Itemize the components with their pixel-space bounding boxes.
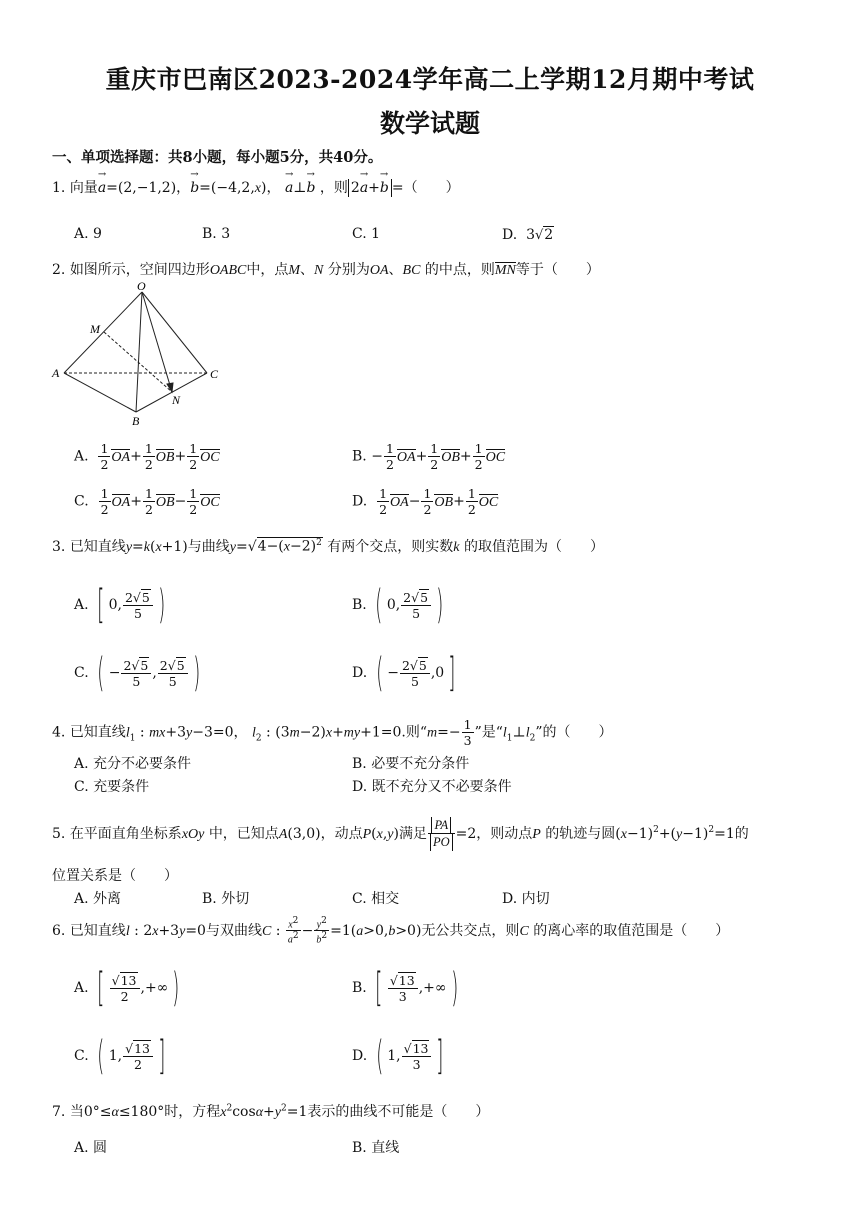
q2-option-a: A. $\frac{1}{2}$ OA+ $\frac{1}{2}$ OB+ $\frac{1}{2}$ OC xyxy=(74,441,220,472)
label-n: N xyxy=(172,393,181,407)
q6-option-c: C. ( 1, $\frac{√13}{2}$ ] xyxy=(74,1033,166,1079)
question-3: 3. 已知直线y=k(x+1)与曲线$y=√4-(x-2)^2$ 有两个交点，则实数k 的取值范围为（ ） xyxy=(52,538,604,555)
q5-option-b: B. 外切 xyxy=(202,891,250,907)
question-7: 7. 当0°≤α≤180°时，方程$x^2\cos\alpha+y^2=1$表示的曲线不可能是（ ） xyxy=(52,1103,490,1120)
q4-option-c: C. 充要条件 xyxy=(74,779,150,795)
q2-option-c: C. $\frac{1}{2}$ OA+ $\frac{1}{2}$ OB− $\frac{1}{2}$ OC xyxy=(74,486,220,517)
label-a: A xyxy=(52,366,60,380)
q5-option-a: A. 外离 xyxy=(74,891,122,907)
q6-option-b: B. [ $\frac{√13}{3}$ ,+∞ ) xyxy=(352,965,458,1011)
q3-option-d: D. ( − $\frac{2√5}{5}$ ,0 ] xyxy=(352,650,456,696)
question-5: 5. 在平面直角坐标系xOy 中，已知点A(3,0)，动点P(x,y)满足 $\frac{PA}{PO}$ =2，则动点P 的轨迹与圆$(x-1)^2+(y-1)^2=1$的 xyxy=(52,818,749,850)
exam-title: 重庆市巴南区2023-2024学年高二上学期12月期中考试 xyxy=(105,65,755,94)
label-b: B xyxy=(132,414,140,428)
q3-option-a: A. [ 0, $\frac{2√5}{5}$ ) xyxy=(74,582,166,628)
q1-option-c: C. 1 xyxy=(352,226,381,242)
section-heading: 一、单项选择题：共8小题，每小题5分，共40分。 xyxy=(52,149,383,166)
question-6: 6. 已知直线l : 2x+3y=0与双曲线C : $\frac{x^2}{a^2}$ − $\frac{y^2}{b^2}$ =1(a>0,b>0)无公共交点，则C 的离心率的取值范围是（ ） xyxy=(52,916,730,946)
q2-option-d: D. $\frac{1}{2}$ OA− $\frac{1}{2}$ OB+ $\frac{1}{2}$ OC xyxy=(352,486,499,517)
exam-subtitle: 数学试题 xyxy=(379,109,480,138)
question-4: 4. 已知直线$l_1$ : mx+3y−3=0， $l_2$ : (3m−2)x+my+1=0.则“m=− $\frac{1}{3}$ ”是“$l_1\perp l_2$”的（ ） xyxy=(52,717,613,748)
q6-option-a: A. [ $\frac{√13}{2}$ ,+∞ ) xyxy=(74,965,180,1011)
question-5-cont: 位置关系是（ ） xyxy=(52,868,178,884)
q7-option-b: B. 直线 xyxy=(352,1140,400,1156)
label-c: C xyxy=(210,367,219,381)
q2-option-b: B. − $\frac{1}{2}$ OA+ $\frac{1}{2}$ OB+ $\frac{1}{2}$ OC xyxy=(352,441,506,472)
q4-option-a: A. 充分不必要条件 xyxy=(74,756,192,772)
q4-option-d: D. 既不充分又不必要条件 xyxy=(352,779,512,795)
q6-option-d: D. ( 1, $\frac{√13}{3}$ ] xyxy=(352,1033,444,1079)
q5-option-c: C. 相交 xyxy=(352,891,400,907)
q1-option-d: D. 3√2 xyxy=(502,227,554,243)
q4-option-b: B. 必要不充分条件 xyxy=(352,756,470,772)
q7-option-a: A. 圆 xyxy=(74,1140,108,1156)
q3-option-b: B. ( 0, $\frac{2√5}{5}$ ) xyxy=(352,582,444,628)
q1-option-a: A. 9 xyxy=(74,226,102,242)
label-o: O xyxy=(137,280,146,293)
q3-option-c: C. ( − $\frac{2√5}{5}$ , $\frac{2√5}{5}$ ) xyxy=(74,650,200,696)
q1-option-b: B. 3 xyxy=(202,226,231,242)
tetrahedron-figure xyxy=(50,280,240,430)
q5-option-d: D. 内切 xyxy=(502,891,550,907)
question-2: 2. 如图所示，空间四边形OABC中，点M、N 分别为OA、BC 的中点，则MN等于（ ） xyxy=(52,262,600,278)
question-1: 1. 向量→ a=(2,−1,2)，→ b=(−4,2,x)， → a⊥→ b ，则 2→ a+→ b =（ ） xyxy=(52,177,460,197)
label-m: M xyxy=(90,322,100,336)
